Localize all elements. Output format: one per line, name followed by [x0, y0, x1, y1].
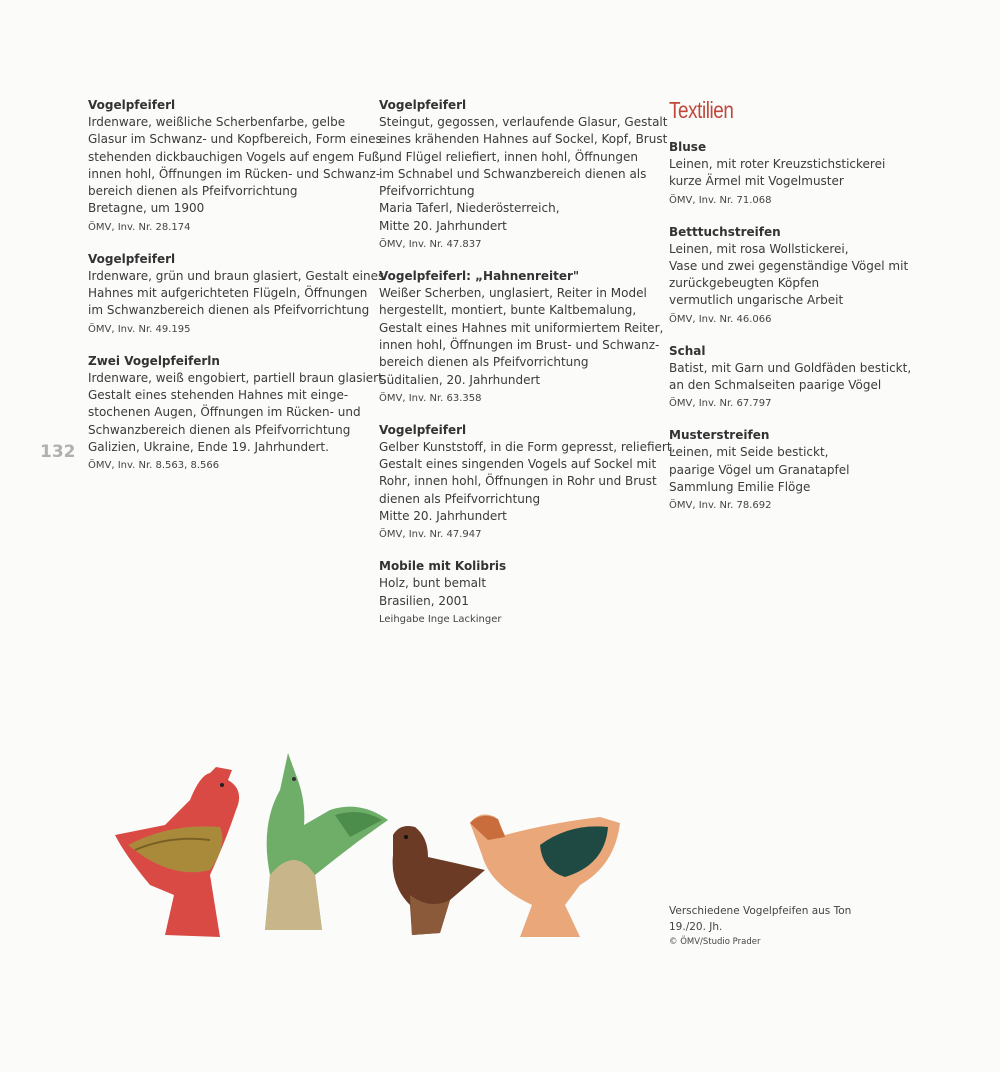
entry-title: Schal	[669, 343, 706, 358]
entry-line: Hahnes mit aufgerichteten Flügeln, Öffnungen	[88, 286, 368, 301]
inventory-number: ÖMV, Inv. Nr. 67.797	[669, 398, 772, 410]
entry-line: Gestalt eines stehenden Hahnes mit einge-	[88, 387, 349, 402]
entry-line: Leinen, mit rosa Wollstickerei,	[669, 241, 849, 256]
catalog-entry	[88, 97, 384, 235]
page-number: 132	[40, 442, 76, 462]
catalog-entry	[669, 139, 919, 208]
inventory-number: ÖMV, Inv. Nr. 46.066	[669, 313, 772, 325]
entry-line: und Flügel reliefiert, innen hohl, Öffnungen	[379, 149, 638, 164]
entry-line: Weißer Scherben, unglasiert, Reiter in Model	[379, 286, 647, 301]
green-bird-whistle	[265, 753, 388, 930]
entry-title: Vogelpfeiferl	[88, 251, 176, 266]
entry-title: Vogelpfeiferl: „Hahnenreiter"	[379, 269, 580, 284]
entry-line: innen hohl, Öffnungen im Brust- und Schwanz-	[379, 337, 660, 352]
entry-line: Vase und zwei gegenständige Vögel mit	[669, 258, 909, 273]
entry-line: innen hohl, Öffnungen im Rücken- und Schwanz-	[88, 166, 381, 181]
entry-line: Mitte 20. Jahrhundert	[379, 509, 507, 524]
entry-line: Sammlung Emilie Flöge	[669, 479, 811, 494]
entry-line: dienen als Pfeifvorrichtung	[379, 491, 541, 506]
catalog-entry	[669, 224, 919, 327]
catalog-entry	[379, 97, 668, 252]
entry-line: Holz, bunt bemalt	[379, 576, 487, 591]
inventory-number: ÖMV, Inv. Nr. 71.068	[669, 194, 772, 206]
entry-title: Vogelpfeiferl	[379, 98, 467, 112]
entry-line: Gestalt eines singenden Vogels auf Sockel mit	[379, 457, 657, 472]
bird-whistles-photo	[110, 745, 625, 950]
entry-title: Zwei Vogelpfeiferln	[88, 353, 220, 368]
inventory-number: ÖMV, Inv. Nr. 49.195	[88, 323, 191, 335]
catalog-entry	[88, 353, 387, 473]
entry-line: hergestellt, montiert, bunte Kaltbemalung,	[379, 303, 637, 318]
catalog-entry	[88, 251, 385, 337]
photo-caption	[669, 903, 851, 949]
entry-line: Steingut, gegossen, verlaufende Glasur, Gestalt	[379, 115, 668, 129]
entry-line: im Schwanzbereich dienen als Pfeifvorrichtung	[88, 303, 370, 318]
entry-line: kurze Ärmel mit Vogelmuster	[669, 174, 844, 189]
entry-title: Vogelpfeiferl	[379, 422, 467, 437]
column-1	[88, 97, 387, 489]
entry-line: an den Schmalseiten paarige Vögel	[669, 378, 882, 393]
entry-line: Leinen, mit Seide bestickt,	[669, 445, 829, 460]
entry-line: stehenden dickbauchigen Vogels auf engem Fuß,	[88, 149, 384, 164]
caption-line: Verschiedene Vogelpfeifen aus Ton	[669, 905, 852, 917]
caption-line: 19./20. Jh.	[669, 921, 723, 933]
inventory-number: Leihgabe Inge Lackinger	[379, 613, 502, 625]
tan-bird-whistle	[470, 815, 620, 937]
entry-line: Maria Taferl, Niederösterreich,	[379, 201, 560, 216]
catalog-entry	[669, 343, 919, 412]
brown-bird-whistle	[393, 826, 485, 935]
inventory-number: ÖMV, Inv. Nr. 63.358	[379, 392, 482, 404]
caption-credit: © ÖMV/Studio Prader	[669, 937, 761, 947]
entry-line: bereich dienen als Pfeifvorrichtung	[88, 184, 298, 199]
entry-line: Batist, mit Garn und Goldfäden bestickt,	[669, 360, 912, 375]
entry-line: Leinen, mit roter Kreuzstichstickerei	[669, 157, 886, 171]
entry-line: paarige Vögel um Granatapfel	[669, 462, 850, 477]
inventory-number: ÖMV, Inv. Nr. 47.947	[379, 529, 482, 541]
entry-line: Irdenware, grün und braun glasiert, Gestalt eines	[88, 268, 385, 283]
entry-line: Schwanzbereich dienen als Pfeifvorrichtung	[88, 422, 351, 437]
entry-line: Brasilien, 2001	[379, 593, 469, 608]
entry-line: eines krähenden Hahnes auf Sockel, Kopf, Brust	[379, 132, 668, 147]
entry-line: Rohr, innen hohl, Öffnungen in Rohr und Brust	[379, 474, 657, 489]
entry-line: Galizien, Ukraine, Ende 19. Jahrhundert.	[88, 439, 329, 454]
inventory-number: ÖMV, Inv. Nr. 8.563, 8.566	[88, 460, 220, 472]
entry-line: bereich dienen als Pfeifvorrichtung	[379, 355, 589, 370]
entry-line: Irdenware, weißliche Scherbenfarbe, gelbe	[88, 115, 346, 129]
inventory-number: ÖMV, Inv. Nr. 47.837	[379, 239, 482, 251]
entry-line: Gestalt eines Hahnes mit uniformiertem Reiter,	[379, 320, 664, 335]
entry-title: Bluse	[669, 140, 707, 154]
entry-line: Pfeifvorrichtung	[379, 184, 475, 199]
entry-line: vermutlich ungarische Arbeit	[669, 293, 844, 308]
entry-line: Süditalien, 20. Jahrhundert	[379, 372, 541, 387]
section-title: Textilien	[669, 97, 734, 123]
inventory-number: ÖMV, Inv. Nr. 78.692	[669, 500, 772, 512]
entry-line: Gelber Kunststoff, in die Form gepresst, reliefiert,	[379, 439, 676, 454]
entry-title: Vogelpfeiferl	[88, 98, 176, 112]
entry-line: zurückgebeugten Köpfen	[669, 276, 820, 291]
entry-line: im Schnabel und Schwanzbereich dienen als	[379, 166, 647, 181]
column-2	[379, 97, 676, 643]
entry-line: Bretagne, um 1900	[88, 201, 205, 216]
column-3	[669, 97, 919, 529]
entry-line: Glasur im Schwanz- und Kopfbereich, Form eines	[88, 132, 382, 147]
entry-line: stochenen Augen, Öffnungen im Rücken- und	[88, 405, 361, 420]
catalog-entry	[669, 427, 919, 513]
catalog-entry	[379, 422, 676, 542]
entry-line: Irdenware, weiß engobiert, partiell braun glasiert,	[88, 370, 387, 385]
entry-title: Mobile mit Kolibris	[379, 559, 507, 574]
catalog-entry	[379, 558, 654, 627]
entry-title: Betttuchstreifen	[669, 224, 781, 239]
inventory-number: ÖMV, Inv. Nr. 28.174	[88, 221, 191, 233]
entry-line: Mitte 20. Jahrhundert	[379, 218, 507, 233]
entry-title: Musterstreifen	[669, 428, 770, 443]
catalog-entry	[379, 268, 664, 406]
red-bird-whistle	[115, 767, 239, 937]
